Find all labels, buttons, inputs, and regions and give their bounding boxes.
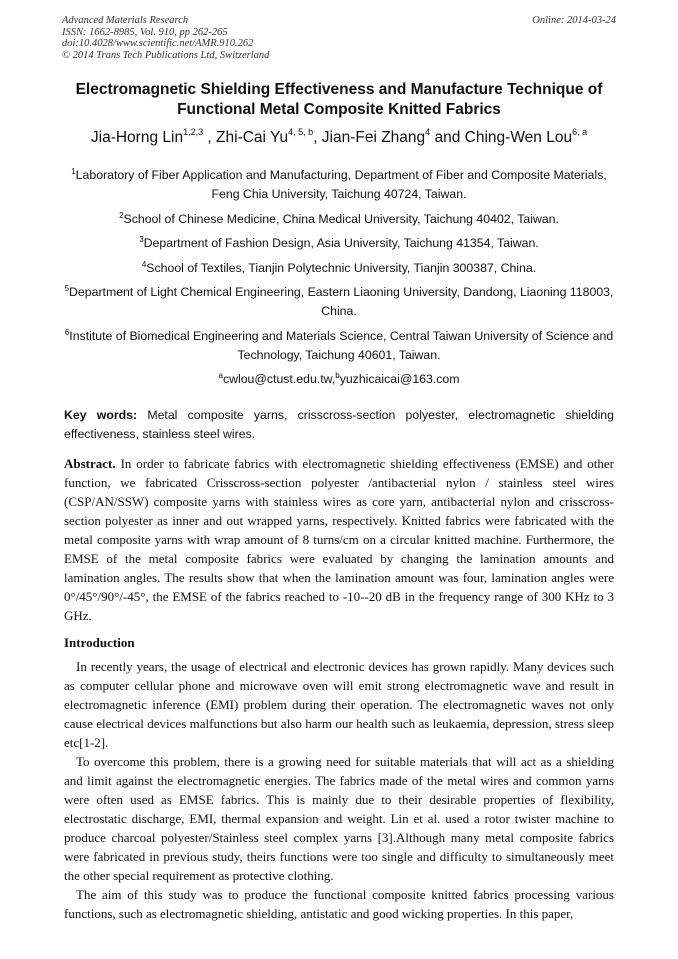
affiliation-text: School of Chinese Medicine, China Medical University, Taichung 40402, Taiwan. [123, 211, 559, 226]
email-sup: b [335, 371, 340, 380]
affiliation-text: Department of Light Chemical Engineering, Eastern Liaoning University, Dandong, Liaoning 118003, China. [69, 285, 614, 318]
abstract-label: Abstract. [64, 456, 116, 471]
journal-issn: ISSN: 1662-8985, Vol. 910, pp 262-265 [62, 26, 228, 38]
paper-title-line-1: Electromagnetic Shielding Effectiveness and Manufacture Technique of [75, 81, 603, 98]
author-name: Jian-Fei Zhang [321, 129, 426, 146]
journal-copyright: © 2014 Trans Tech Publications Ltd, Switzerland [62, 49, 270, 61]
author-list [20, 128, 658, 148]
journal-name: Advanced Materials Research [62, 15, 189, 26]
affiliation-sup: 1 [71, 167, 76, 176]
journal-header [62, 15, 616, 61]
affiliation [60, 283, 618, 321]
affiliation-sup: 2 [119, 210, 124, 220]
affiliation-text: Institute of Biomedical Engineering and Materials Science, Central Taiwan University of Science and Technology, Taichung 40601, Taiwan. [69, 328, 614, 362]
email-sup: a [218, 371, 223, 380]
author-name: Jia-Horng Lin [90, 129, 184, 146]
author-separator: , [313, 129, 322, 146]
online-date: Online: 2014-03-24 [532, 15, 616, 26]
author-name: Zhi-Cai Yu [216, 129, 289, 146]
abstract-text: In order to fabricate fabrics with electromagnetic shielding effectiveness (EMSE) and other function, we fabricated Crisscross-section polyester /antibacterial nylon / stainless steel wires (CSP/AN/SSW) composite yarns with stainless wires as core yarn, antibacterial nylon and crisscross-section polyester as inner and out wrapped yarns, respectively. Knitted fabrics were fabricated with the metal composite yarns with wrap amount of 8 turns/cm on a circular knitted machine. Furthermore, the EMSE of the metal composite fabrics were evaluated by changing the lamination amounts and lamination angles. The results show that when the lamination amount was four, lamination angles were 0°/45°/90°/-45°, the EMSE of the fabrics reached to -10--20 dB in the frequency range of 300 KHz to 3 GHz. [64, 456, 614, 623]
paragraph: To overcome this problem, there is a growing need for suitable materials that will act as a shielding and limit against the electromagnetic energies. The fabrics made of the metal wires and common yarns were often used as EMSE fabrics. This is mainly due to their desirable properties of flexibility, electrostatic discharge, EMI, thermal expansion and weight. Lin et al. used a rotor twister machine to produce charcoal polyester/Stainless steel complex yarns [3].Although many metal composite fabrics were fabricated in previous study, theirs functions were too single and difficulty to simultaneously meet the other special requirement as protective clothing. [64, 754, 614, 883]
paragraph: In recently years, the usage of electrical and electronic devices has grown rapidly. Many devices such as computer cellular phone and microwave oven will emit strong electromagnetic wave and result in electromagnetic inference (EMI) problem during their operation. The electromagnetic waves not only cause electrical devices malfunctions but also harm our health such as leukaemia, depression, stress sleep etc[1-2]. [64, 659, 614, 750]
affiliation [60, 210, 618, 229]
author-sup: 4 [425, 127, 431, 137]
affiliation-text: Department of Fashion Design, Asia University, Taichung 41354, Taiwan. [143, 236, 539, 250]
affiliation [60, 259, 618, 278]
paper-title [40, 80, 638, 120]
affiliation [60, 234, 618, 253]
author-name: Ching-Wen Lou [464, 129, 573, 146]
affiliation-text: Laboratory of Fiber Application and Manufacturing, Department of Fiber and Composite Materials, Feng Chia University, Taichung 40724, Taiwan. [75, 168, 607, 201]
email-link[interactable]: yuzhicaicai@163.com [339, 372, 460, 386]
journal-doi: doi:10.4028/www.scientific.net/AMR.910.262 [62, 38, 254, 49]
affiliation-list [60, 166, 618, 395]
affiliation-text: School of Textiles, Tianjin Polytechnic University, Tianjin 300387, China. [146, 260, 537, 275]
author-sup: 4, 5, b [288, 127, 314, 137]
author-separator: and [430, 129, 465, 146]
affiliation-sup: 3 [139, 235, 144, 244]
keywords-label: Key words: [64, 408, 138, 422]
email-line [60, 370, 618, 389]
introduction-body [64, 657, 614, 923]
affiliation-sup: 5 [64, 284, 70, 293]
affiliation-sup: 6 [64, 327, 70, 337]
introduction-heading: Introduction [64, 635, 135, 650]
keywords-section [64, 406, 614, 444]
paragraph: The aim of this study was to produce the functional composite knitted fabrics processing various functions, such as electromagnetic shielding, antistatic and good wicking properties. In this paper, [64, 887, 614, 921]
author-separator: , [203, 129, 217, 146]
paper-title-line-2: Functional Metal Composite Knitted Fabrics [177, 101, 501, 118]
author-sup: 1,2,3 [183, 127, 204, 137]
author-sup: 6, a [572, 127, 588, 137]
affiliation [60, 327, 618, 365]
email-link[interactable]: cwlou@ctust.edu.tw, [222, 372, 336, 386]
affiliation-sup: 4 [141, 259, 147, 269]
affiliation [60, 166, 618, 204]
abstract-section [64, 454, 614, 625]
keywords-text: Metal composite yarns, crisscross-section polyester, electromagnetic shielding effectiveness, stainless steel wires. [64, 408, 614, 441]
